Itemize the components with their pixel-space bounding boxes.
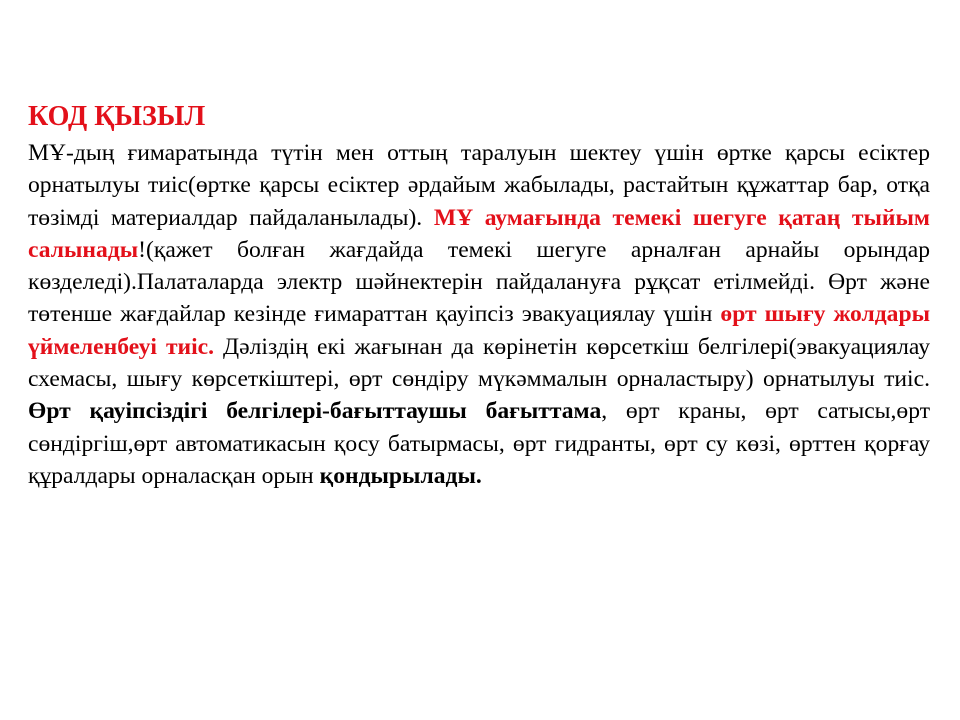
installed-emphasis: қондырылады.	[319, 462, 482, 489]
body-text-segment: Дәліздің екі жағынан да көрінетін көрсеткіш белгілері(эвакуациялау схемасы, шығу көрсеткіштері, өрт сөндіру мүкәммалын орналастыру) орнатылуы тиіс.	[28, 333, 930, 393]
smoking-ban-emphasis: МҰ аумағында темекі шегуге қатаң тыйым салынады	[28, 204, 930, 263]
body-text-segment: , өрт краны, өрт сатысы,өрт сөндіргіш,өрт автоматикасын қосу батырмасы, өрт гидранты, өрт су көзі, өрттен қорғау құралдары орналасқан орын	[28, 398, 931, 489]
slide-heading: КОД ҚЫЗЫЛ	[28, 101, 206, 132]
fire-safety-signs-emphasis: Өрт қауіпсіздігі белгілері-бағыттаушы бағыттама	[28, 398, 602, 425]
slide-content	[28, 97, 930, 492]
body-text-segment: !(қажет болған жағдайда темекі шегуге арналған арнайы орындар көзделеді).Палаталарда электр шәйнектерін пайдалануға рұқсат етілмейді. Өрт және төтенше жағдайлар кезінде ғимараттан қауіпсіз эвакуациялау үшін	[28, 236, 930, 328]
slide-body-paragraph	[28, 137, 930, 492]
exit-routes-emphasis: өрт шығу жолдары үймеленбеуі тиіс.	[28, 301, 930, 360]
body-text-segment: МҰ-дың ғимаратында түтін мен оттың таралуын шектеу үшін өртке қарсы есіктер орнатылуы тиіс(өртке қарсы есіктер әрдайым жабылады, растайтын құжаттар бар, отқа төзімді материалдар пайдаланылады).	[28, 140, 930, 231]
